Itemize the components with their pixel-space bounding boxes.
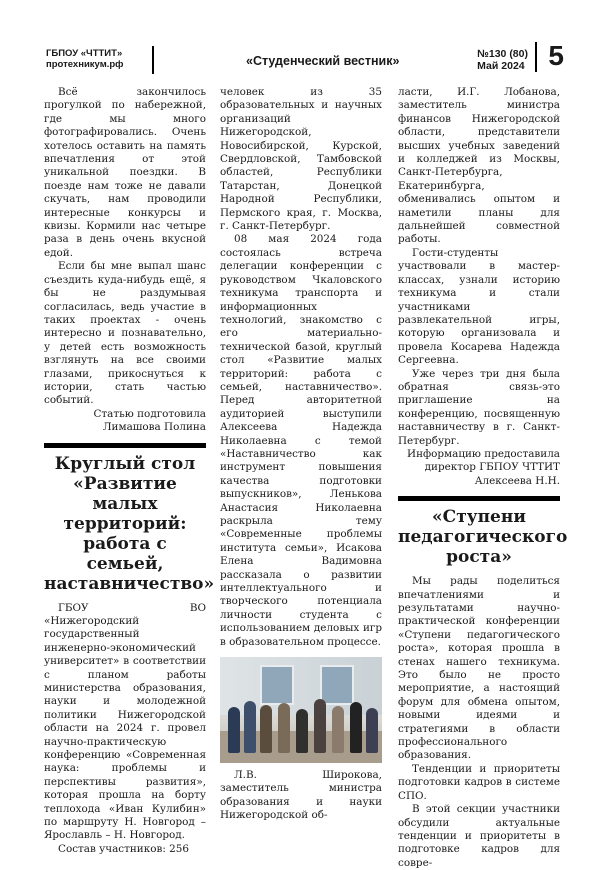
paragraph: 08 мая 2024 года состоялась встреча делегации конференции с руководством Чкаловского техникума транспорта и информационных технологий, знакомство с его материально-технической базой, круглый стол «Развитие малых территорий: работа с семьей, наставничество». Перед авторитетной аудиторией выступили Алексеева Надежда Николаевна с темой «Наставничество как инструмент повышения качества подготовки выпускников», Ленькова Анастасия Николаевна раскрыла тему «Современные проблемы института семьи», Исакова Елена Вадимовна рассказала о развитии интеллектуального и творческого потенциала личности студента с использованием деловых игр в образовательном процессе. [220, 233, 382, 648]
page-header [46, 40, 570, 78]
org-name: ГБПОУ «ЧТТИТ» [46, 48, 123, 59]
section-rule [398, 496, 560, 501]
header-org [46, 48, 123, 70]
paragraph: Состав участников: 256 [58, 842, 189, 855]
column-3 [398, 86, 568, 870]
paragraph: Всё закончилось прогулкой по набережной, где мы много фотографировались. Очень хотелось оставить на память впечатления от этой уникальной поездки. В поезде нам тоже не давали скучать, нам проводили интересные конкурсы и квизы. Кормили нас четыре раза в день очень вкусной едой. [44, 86, 206, 259]
signature [44, 408, 206, 435]
section-rule [44, 443, 206, 448]
paragraph: ГБОУ ВО «Нижегородский государственный инженерно-экономический университет» в соответствии с планом работы министерства образования, науки и молодежной политики Нижегородской области на 2024 г. провел научно-практическую конференцию «Современная наука: проблемы и перспективы развития», которая прошла на борту теплохода «Иван Кулибин» по маршруту Н. Новгород – Ярославль – Н. Новгород. [44, 601, 206, 842]
issue-number: №130 (80) [477, 48, 528, 60]
signature-name: Лимашова Полина [102, 421, 206, 434]
paragraph: ласти, И.Г. Лобанова, заместитель министра финансов Нижегородской области, представители высших учебных заведений и колледжей из Москвы, Санкт-Петербурга, Екатеринбурга, обменивались опытом и наметили планы для дальнейшей совместной работы. [398, 86, 560, 246]
column-1 [44, 86, 215, 856]
signature-line: Статью подготовила [93, 407, 206, 420]
signature-text: Информацию предоставила директор ГБПОУ ЧТТИТ Алексеева Н.Н. [407, 447, 560, 487]
article-headline: «Ступени педагогического роста» [398, 507, 568, 568]
paragraph: В этой секции участники обсудили актуальные тенденции и приоритеты в подготовке кадров для совре- [398, 803, 560, 869]
org-website: протехникум.рф [46, 59, 124, 70]
page-number: 5 [548, 40, 564, 71]
signature [398, 448, 560, 488]
paragraph: Гости-студенты участвовали в мастер-классах, узнали историю техникума и стали участниками развлекательной игры, которую организовала и провела Косарева Надежда Сергеевна. [398, 246, 560, 367]
article-headline: Круглый стол «Развитие малых территорий: работа с семьей, наставничество» [44, 453, 215, 594]
issue-date: Май 2024 [477, 60, 525, 72]
event-photo [220, 657, 382, 763]
header-divider-left [152, 46, 154, 74]
header-issue [477, 48, 528, 72]
header-divider-right [535, 42, 537, 72]
paragraph: Тенденции и приоритеты подготовки кадров в системе СПО. [398, 762, 560, 802]
paragraph: человек из 35 образовательных и научных организаций Нижегородской, Новосибирской, Курской, Свердловской, Тамбовской областей, Республики Татарстан, Донецкой Народной Республики, Пермского края, г. Москва, г. Санкт-Петербург. [220, 86, 382, 233]
newspaper-title: «Студенческий вестник» [246, 54, 400, 68]
photo-caption: Л.В. Широкова, заместитель министра образования и науки Нижегородской об- [220, 769, 382, 822]
paragraph: Если бы мне выпал шанс съездить куда-нибудь ещё, я бы не раздумывая согласилась, ведь участие в таких проектах - очень интересно и познавательно, у детей есть возможность взглянуть на все своими глазами, прикоснуться к истории, стать частью событий. [44, 260, 206, 407]
paragraph: Мы рады поделиться впечатлениями и результатами научно-практической конференции «Ступени педагогического роста», которая прошла в стенах нашего техникума. Это было не просто мероприятие, а настоящий форум для обмена опытом, новыми идеями и стратегиями в области профессионального образования. [398, 575, 560, 762]
paragraph: Уже через три дня была обратная связь-это приглашение на конференцию, посвященную наставничеству в г. Санкт-Петербург. [398, 367, 560, 447]
column-2 [220, 86, 382, 823]
